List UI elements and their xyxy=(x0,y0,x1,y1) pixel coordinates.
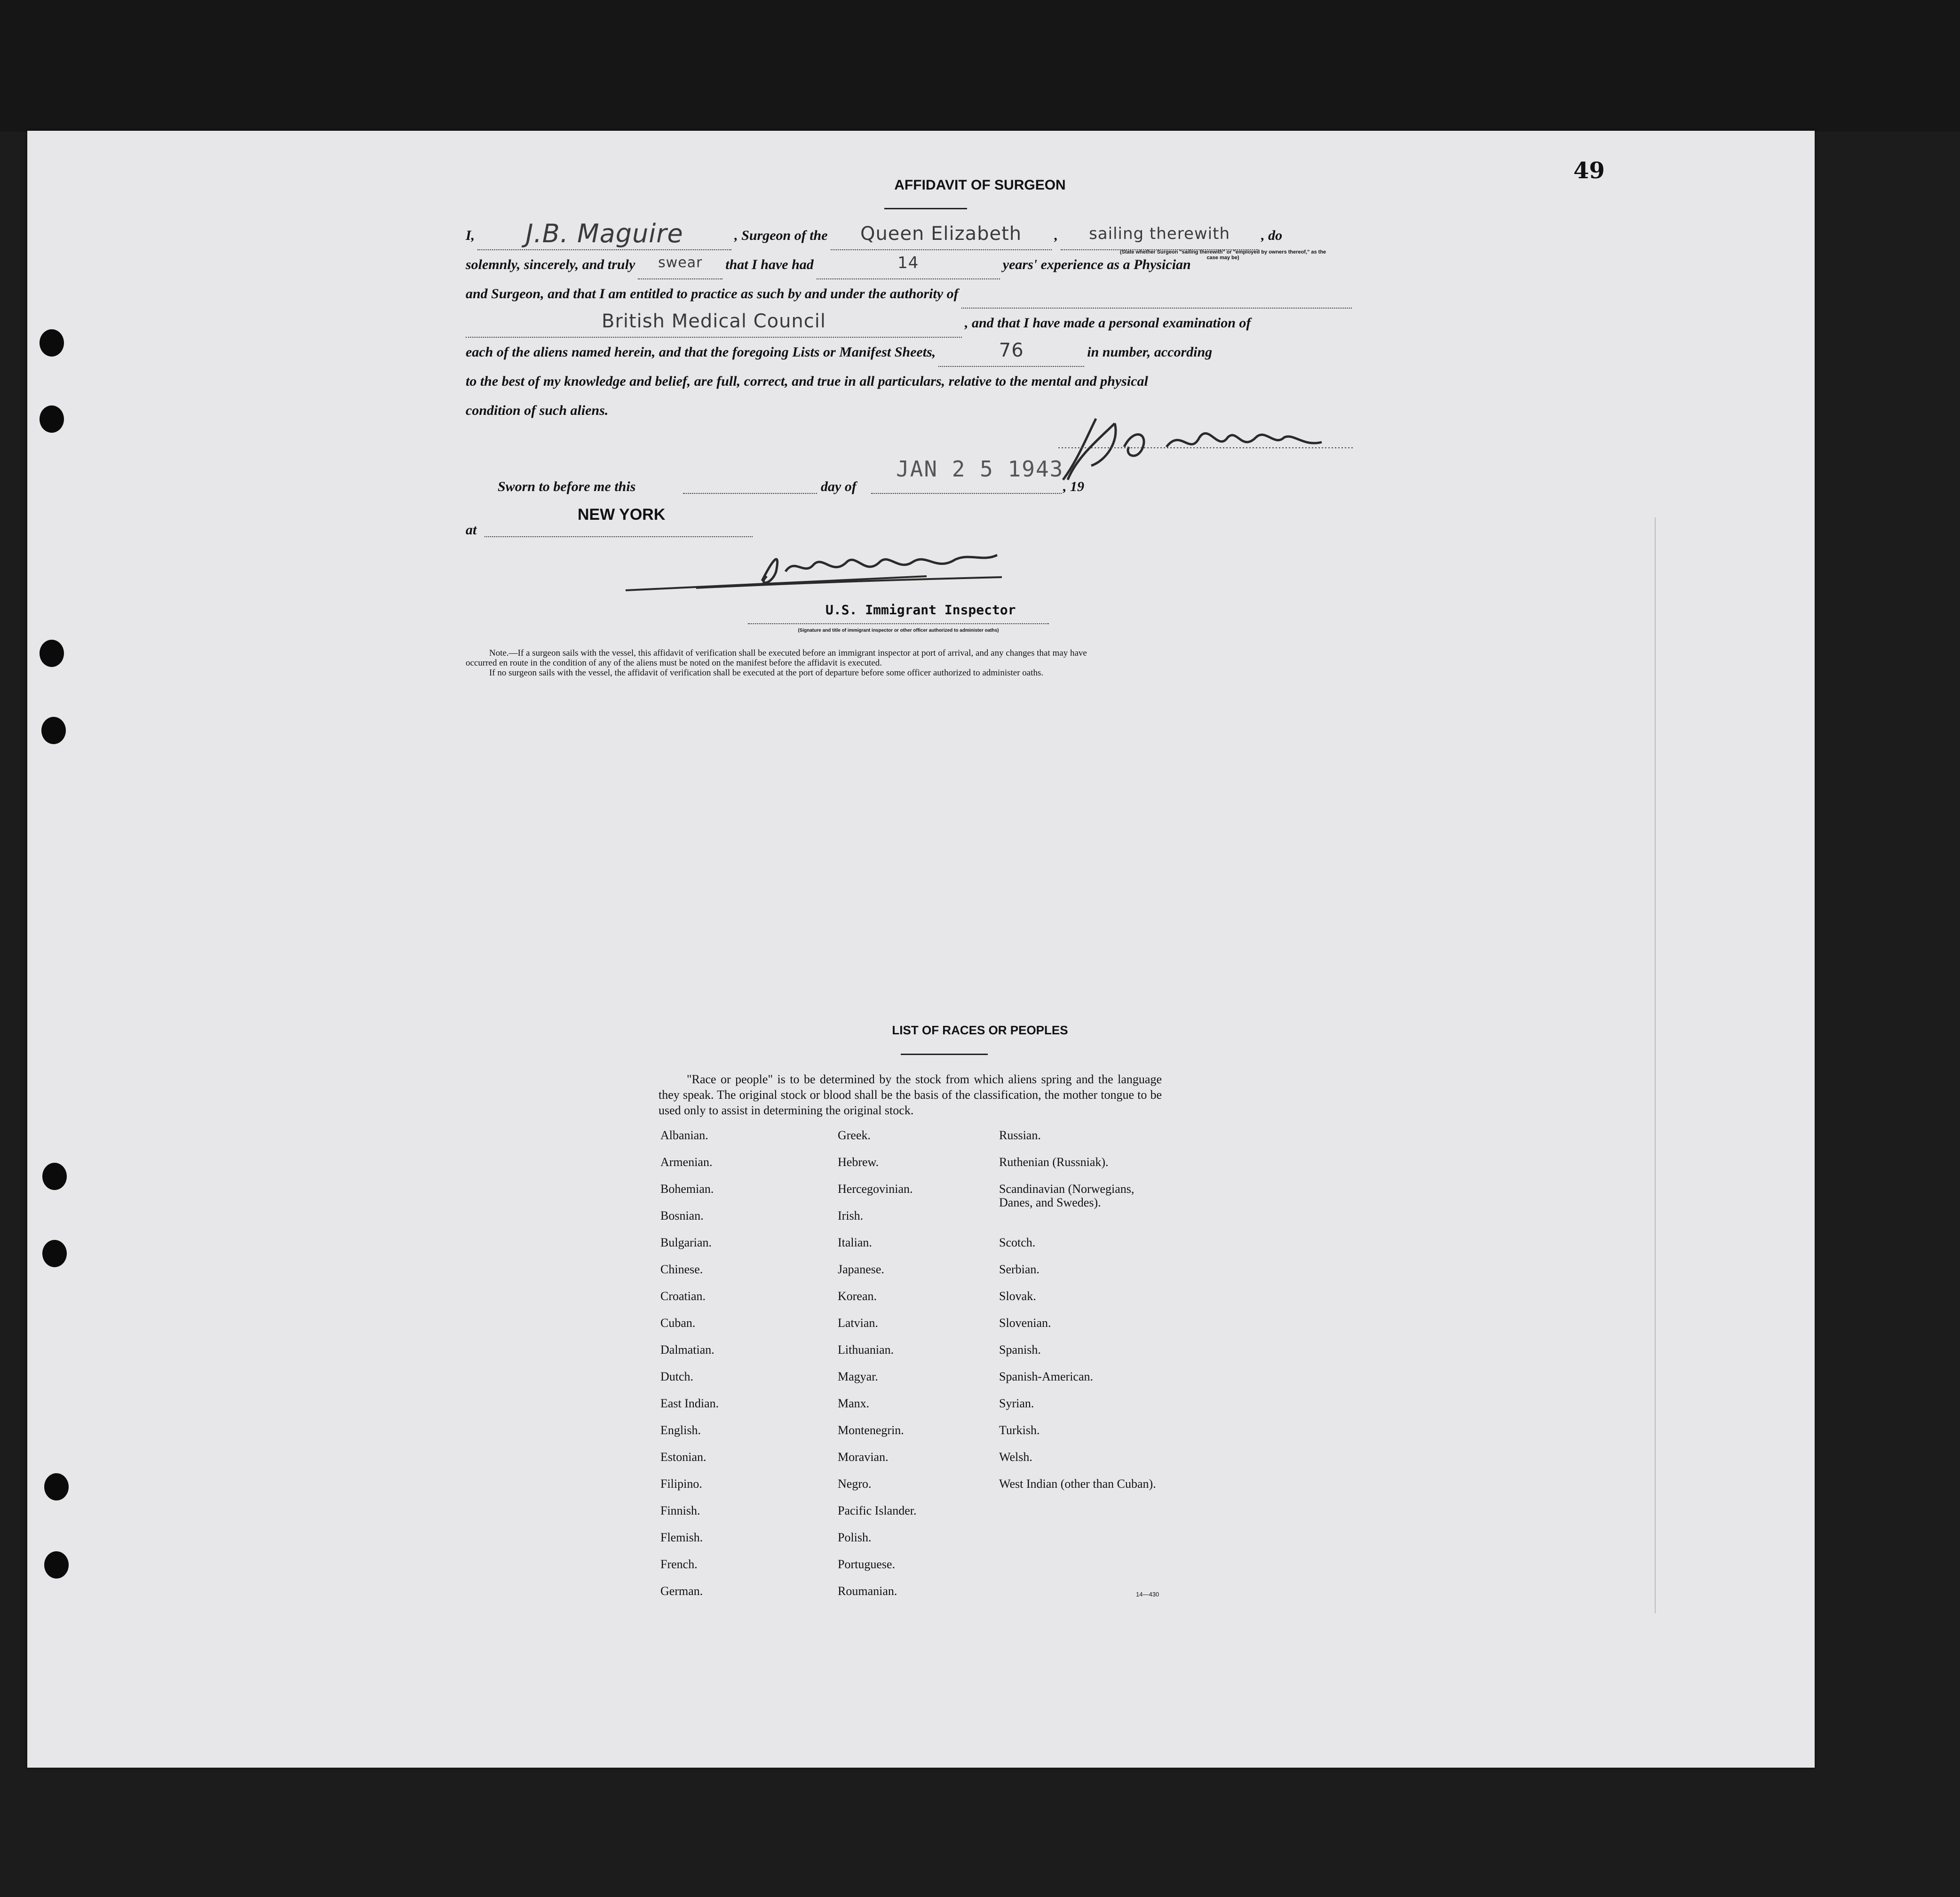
race-item: East Indian. xyxy=(660,1397,719,1410)
page-edge-line xyxy=(1655,517,1656,1613)
race-item: Italian. xyxy=(838,1236,872,1249)
race-item: Cuban. xyxy=(660,1316,696,1330)
text: do xyxy=(1268,228,1283,243)
text: in number, according xyxy=(1087,344,1213,360)
race-item: Spanish-American. xyxy=(999,1370,1094,1383)
sworn-day-of: day of xyxy=(821,479,857,494)
race-item: Russian. xyxy=(999,1128,1041,1142)
authority-field xyxy=(466,310,962,338)
sworn-day-field xyxy=(683,493,817,494)
place-field xyxy=(484,536,753,537)
race-item: Pacific Islander. xyxy=(838,1504,917,1517)
scan-background xyxy=(0,0,1960,132)
surgeon-name-handwritten: J.B. Maguire xyxy=(525,219,683,248)
race-item: Japanese. xyxy=(838,1262,884,1276)
punch-hole xyxy=(42,1240,67,1267)
race-item: Chinese. xyxy=(660,1262,703,1276)
race-item: Portuguese. xyxy=(838,1557,896,1571)
signature-caption: (Signature and title of immigrant inspector or other officer authorized to administer oaths) xyxy=(798,628,999,633)
form-number: 14—430 xyxy=(1136,1591,1159,1598)
title-rule xyxy=(884,208,967,209)
race-item: Estonian. xyxy=(660,1450,706,1464)
race-item: Finnish. xyxy=(660,1504,700,1517)
sailing-status-field xyxy=(1061,224,1258,250)
note-line: occurred en route in the condition of any of the aliens must be noted on the manifest before the affidavit is executed. xyxy=(466,658,882,668)
years-field xyxy=(817,254,1000,279)
race-item: Turkish. xyxy=(999,1423,1040,1437)
sworn-year-prefix: , 19 xyxy=(1063,479,1084,494)
race-item: Ruthenian (Russniak). xyxy=(999,1155,1109,1169)
oath-field xyxy=(638,254,722,279)
note-line: If no surgeon sails with the vessel, the affidavit of verification shall be executed at the port of departure before some officer authorized to administer oaths. xyxy=(489,668,1044,678)
punch-hole xyxy=(44,1473,69,1500)
race-item: German. xyxy=(660,1584,703,1598)
race-item: English. xyxy=(660,1423,701,1437)
affidavit-title: AFFIDAVIT OF SURGEON xyxy=(894,177,1066,193)
sheets-handwritten: 76 xyxy=(999,340,1024,361)
race-item: Croatian. xyxy=(660,1289,706,1303)
inspector-signature-line xyxy=(748,623,1049,624)
text: that I have had xyxy=(725,257,814,272)
race-item: Flemish. xyxy=(660,1531,703,1544)
race-item: Korean. xyxy=(838,1289,877,1303)
race-item: Dalmatian. xyxy=(660,1343,714,1357)
race-item: Spanish. xyxy=(999,1343,1041,1357)
race-item: Slovak. xyxy=(999,1289,1036,1303)
race-item: Albanian. xyxy=(660,1128,708,1142)
sheets-field xyxy=(938,340,1084,367)
race-item: Bosnian. xyxy=(660,1209,704,1222)
races-column-1 xyxy=(660,1122,719,1604)
race-item: Greek. xyxy=(838,1128,871,1142)
sailing-note: (State whether Surgeon "sailing therewith" or "employed by owners thereof," as the case may be) xyxy=(1119,249,1326,261)
race-item: Syrian. xyxy=(999,1397,1034,1410)
punch-hole xyxy=(40,640,64,667)
race-item: Dutch. xyxy=(660,1370,694,1383)
race-item: Filipino. xyxy=(660,1477,702,1491)
ship-name-handwritten: Queen Elizabeth xyxy=(860,223,1022,245)
race-item: Montenegrin. xyxy=(838,1423,904,1437)
sworn-text: Sworn to before me this xyxy=(498,479,636,494)
text: I, xyxy=(466,228,475,243)
punch-hole xyxy=(40,329,64,357)
race-item: Hercegovinian. xyxy=(838,1182,913,1196)
text: , and that I have made a personal examination of xyxy=(965,315,1251,331)
races-column-2 xyxy=(838,1122,917,1604)
race-item: Welsh. xyxy=(999,1450,1032,1464)
race-item: Latvian. xyxy=(838,1316,878,1330)
race-item: West Indian (other than Cuban). xyxy=(999,1477,1156,1491)
sworn-month-field xyxy=(871,493,1062,494)
races-column-3 xyxy=(999,1122,1168,1524)
affidavit-note xyxy=(466,648,1355,678)
date-stamp: JAN 2 5 1943 xyxy=(896,456,1064,482)
punch-hole xyxy=(44,1551,69,1579)
text: to the best of my knowledge and belief, are full, correct, and true in all particulars, relative to the mental and physical xyxy=(466,373,1148,389)
races-intro: "Race or people" is to be determined by the stock from which aliens spring and the language they speak. The original stock or blood shall be the basis of the classification, the mother tongue to be used only to assist in determining the original stock. xyxy=(659,1072,1162,1117)
race-item: Moravian. xyxy=(838,1450,889,1464)
races-title-rule xyxy=(901,1054,988,1055)
affidavit-body: I, J.B. Maguire , Surgeon of the Queen Elizabeth , sailing therewith , do solemnly, sincerely, and truly swear that I have had 14 years' experience as a Physician and Surgeon, and that I am entitled to practice as such by and under the authority of British Medical Council , and that I have made a personal examination of each of the aliens named herein, and that the foregoing Lists or Manifest Sheets, 76 in number, according to the best of my knowledge and belief, are full, correct, and true in all particulars, relative to the mental and physical condition of such aliens. xyxy=(466,221,1355,425)
race-item: Bohemian. xyxy=(660,1182,714,1196)
race-item: Bulgarian. xyxy=(660,1236,712,1249)
race-item: Scandinavian (Norwegians, Danes, and Swedes). xyxy=(999,1182,1135,1209)
punch-hole xyxy=(41,717,66,744)
race-item: Lithuanian. xyxy=(838,1343,894,1357)
note-line: Note.—If a surgeon sails with the vessel, this affidavit of verification shall be executed before an immigrant inspector at port of arrival, and any changes that may have xyxy=(489,648,1087,658)
authority-field-1 xyxy=(961,294,1352,309)
surgeon-signature xyxy=(1058,409,1359,489)
races-title: LIST OF RACES OR PEOPLES xyxy=(892,1023,1068,1037)
years-handwritten: 14 xyxy=(897,254,919,272)
page-number: 49 xyxy=(1573,158,1605,184)
oath-handwritten: swear xyxy=(658,254,703,271)
race-item: Serbian. xyxy=(999,1262,1040,1276)
place-stamp: NEW YORK xyxy=(578,506,666,524)
race-item: Negro. xyxy=(838,1477,872,1491)
text: condition of such aliens. xyxy=(466,403,609,418)
text: and Surgeon, and that I am entitled to practice as such by and under the authority of xyxy=(466,286,959,302)
authority-handwritten: British Medical Council xyxy=(602,310,826,332)
at-label: at xyxy=(466,522,477,538)
punch-hole xyxy=(42,1163,67,1190)
inspector-title: U.S. Immigrant Inspector xyxy=(825,602,1016,618)
race-item: Roumanian. xyxy=(838,1584,897,1598)
race-item: Magyar. xyxy=(838,1370,878,1383)
race-item: French. xyxy=(660,1557,698,1571)
race-item: Manx. xyxy=(838,1397,870,1410)
text: , Surgeon of the xyxy=(734,228,828,243)
race-item: Polish. xyxy=(838,1531,872,1544)
race-item: Hebrew. xyxy=(838,1155,879,1169)
text: solemnly, sincerely, and truly xyxy=(466,257,635,272)
punch-hole xyxy=(40,405,64,433)
race-item: Irish. xyxy=(838,1209,864,1222)
race-item: Scotch. xyxy=(999,1236,1036,1249)
race-item: Armenian. xyxy=(660,1155,713,1169)
inspector-signature xyxy=(626,543,1040,600)
text: each of the aliens named herein, and that the foregoing Lists or Manifest Sheets, xyxy=(466,344,936,360)
sailing-status-handwritten: sailing therewith xyxy=(1089,224,1230,243)
text: years' experience as a Physician xyxy=(1002,257,1191,272)
race-item: Slovenian. xyxy=(999,1316,1051,1330)
